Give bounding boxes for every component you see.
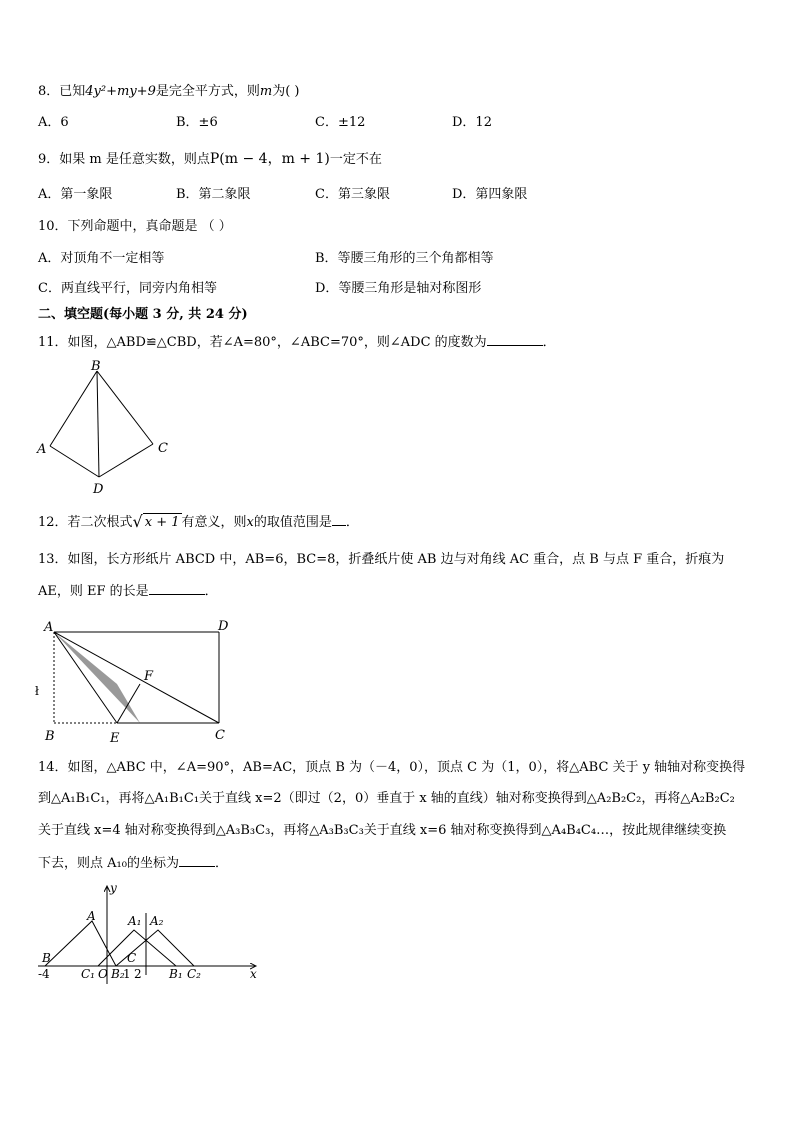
- question-11-stem: [38, 333, 556, 352]
- question-13-line-1: 13．如图，长方形纸片 ABCD 中，AB=6，BC=8，折叠纸片使 AB 边与对角线 AC 重合，点 B 与点 F 重合，折痕为: [38, 552, 725, 567]
- q13-diagonal-ac: [54, 632, 219, 723]
- q11-edge-ba: [50, 371, 97, 446]
- q14-answer-blank[interactable]: [179, 854, 215, 867]
- q14-label-b2: B₂: [111, 967, 125, 981]
- q12-prefix: 12．若二次根式: [38, 515, 133, 530]
- q14-label-c1: C₁: [81, 967, 95, 981]
- q14-label-x: x: [250, 967, 257, 981]
- q13-label-c: C: [215, 728, 225, 743]
- q14-label-c2: C₂: [187, 967, 201, 981]
- q10-option-d: D．等腰三角形是轴对称图形: [315, 281, 482, 296]
- question-14-line-3: 关于直线 x=4 轴对称变换得到△A₃B₃C₃，再将△A₃B₃C₃关于直线 x=6 轴对称变换得到△A₄B₄C₄…，按此规律继续变换: [38, 823, 727, 838]
- q13-side-mark: ł: [35, 684, 39, 698]
- question-13-line-2: [38, 582, 218, 601]
- q14-label-b1: B₁: [169, 967, 183, 981]
- q9-prefix: 9．如果 m 是任意实数，则点: [38, 152, 210, 167]
- q12-end: ．: [345, 515, 359, 530]
- q11-end: ．: [542, 335, 556, 350]
- q14-tick-minus-4: -4: [38, 967, 50, 981]
- q9-point: P(m − 4，m + 1): [209, 151, 330, 167]
- q8-prefix: 8．已知: [38, 84, 86, 99]
- q12-variable: x: [246, 515, 254, 530]
- q11-label-d: D: [93, 482, 104, 497]
- q13-label-a: A: [44, 620, 54, 635]
- question-12-stem: [38, 513, 359, 532]
- q8-option-b: B．±6: [176, 115, 218, 130]
- q11-answer-blank[interactable]: [487, 333, 543, 346]
- q9-option-d: D．第四象限: [452, 187, 528, 202]
- q12-suffix: 的取值范围是: [253, 515, 332, 530]
- q14-end: ．: [214, 856, 228, 871]
- q13-prefix: AE，则 EF 的长是: [38, 584, 149, 599]
- q9-option-b: B．第二象限: [176, 187, 251, 202]
- q13-answer-blank[interactable]: [149, 582, 205, 595]
- q8-option-a: A．6: [38, 115, 69, 130]
- q10-option-a: A．对顶角不一定相等: [38, 251, 165, 266]
- q8-suffix: 是完全平方式，则: [155, 84, 260, 99]
- q14-tick-1: 1: [123, 967, 131, 981]
- q12-middle: 有意义，则: [181, 515, 247, 530]
- q11-text: 11．如图，△ABD≌△CBD，若∠A=80°，∠ABC=70°，则∠ADC 的度数为: [38, 335, 487, 350]
- section-2-title: 二、填空题(每小题 3 分, 共 24 分): [38, 307, 248, 322]
- q11-label-c: C: [158, 441, 168, 456]
- q11-edge-cd: [99, 444, 153, 477]
- question-14-line-2: 到△A₁B₁C₁，再将△A₁B₁C₁关于直线 x=2（即过（2，0）垂直于 x 轴的直线）轴对称变换得到△A₂B₂C₂，再将△A₂B₂C₂: [38, 791, 735, 806]
- q14-tick-2: 2: [134, 967, 142, 981]
- question-9-stem: [38, 150, 382, 169]
- q11-label-b: B: [91, 359, 101, 374]
- radical-sign-icon: √: [132, 512, 143, 531]
- q8-variable: m: [259, 84, 273, 99]
- q10-option-b: B．等腰三角形的三个角都相等: [315, 251, 494, 266]
- q9-option-a: A．第一象限: [38, 187, 113, 202]
- q11-figure: [30, 360, 190, 500]
- q14-prefix: 下去，则点 A₁₀的坐标为: [38, 856, 179, 871]
- q8-end: 为( ): [272, 84, 300, 99]
- q13-end: ．: [204, 584, 218, 599]
- q8-option-c: C．±12: [315, 115, 366, 130]
- q14-label-a2: A₂: [150, 914, 164, 928]
- q13-figure: [34, 615, 244, 745]
- q14-label-c: C: [127, 951, 137, 965]
- q14-label-a1: A₁: [128, 914, 142, 928]
- q14-label-y: y: [110, 881, 117, 895]
- q11-label-a: A: [37, 442, 47, 457]
- q14-label-b: B: [42, 951, 51, 965]
- question-10-stem: 10．下列命题中，真命题是 （ ）: [38, 219, 232, 234]
- q9-suffix: 一定不在: [329, 152, 382, 167]
- q12-answer-blank[interactable]: [332, 513, 346, 526]
- q11-edge-bc: [97, 371, 153, 444]
- q13-label-f: F: [144, 669, 154, 684]
- q13-folded-triangle: [54, 632, 140, 723]
- q11-edge-bd: [97, 371, 99, 477]
- q13-label-d: D: [218, 619, 229, 634]
- question-14-line-1: 14．如图，△ABC 中，∠A=90°，AB=AC，顶点 B 为（－4，0），顶点 C 为（1，0），将△ABC 关于 y 轴轴对称变换得: [38, 760, 746, 775]
- q9-option-c: C．第三象限: [315, 187, 390, 202]
- q14-label-a: A: [87, 909, 96, 923]
- q14-label-o: O: [98, 967, 108, 981]
- q10-option-c: C．两直线平行，同旁内角相等: [38, 281, 217, 296]
- q14-figure: [34, 880, 274, 990]
- question-8-stem: [38, 83, 299, 101]
- question-14-line-4: [38, 854, 228, 873]
- q11-edge-ad: [50, 446, 99, 477]
- q8-option-d: D．12: [452, 115, 492, 130]
- q13-label-b: B: [45, 729, 55, 744]
- q13-label-e: E: [110, 731, 120, 746]
- q12-radicand: x + 1: [144, 515, 180, 530]
- q8-expression: 4y²+my+9: [85, 84, 156, 99]
